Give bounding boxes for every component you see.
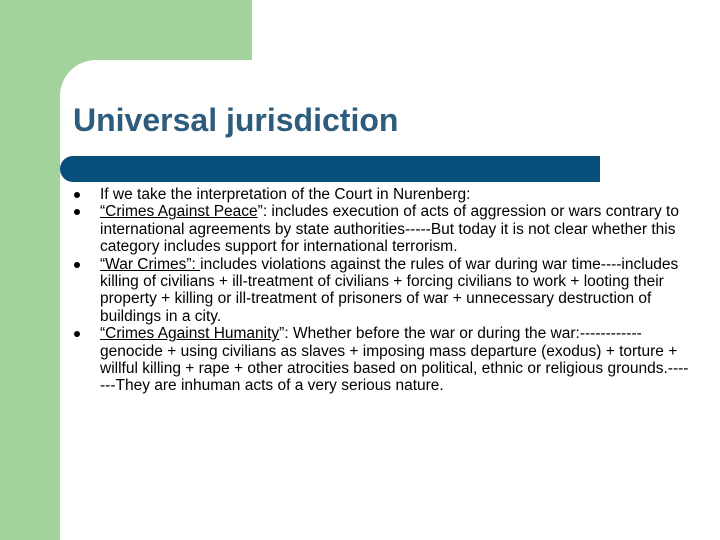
bullet-term: “Crimes Against Humanity bbox=[100, 325, 280, 343]
bullet-term: “Crimes Against Peace bbox=[100, 203, 258, 221]
bullet-dot-icon bbox=[74, 209, 80, 215]
bullet-dot-icon bbox=[74, 192, 80, 198]
slide-title: Universal jurisdiction bbox=[73, 102, 399, 138]
bullet-text: ”: Whether before the war or during the war:------------genocide + using civilians as slaves + imposing mass departure (exodus) + torture + willful killing + rape + other atrocities based on political, ethnic or religious grounds.-------They are inhuman acts of a very serious nature. bbox=[100, 325, 689, 395]
bullet-dot-icon bbox=[74, 331, 80, 337]
bullet-dot-icon bbox=[74, 262, 80, 268]
bullet-item-war-crimes bbox=[72, 256, 692, 326]
bullet-term: “War Crimes”: bbox=[100, 255, 201, 273]
bullet-item-crimes-against-humanity bbox=[72, 325, 692, 395]
bullet-item-crimes-against-peace bbox=[72, 203, 692, 255]
bullet-list bbox=[72, 186, 692, 395]
title-underline-bar bbox=[60, 156, 600, 182]
bullet-text: If we take the interpretation of the Court in Nurenberg: bbox=[100, 186, 471, 203]
bullet-text: ”: includes execution of acts of aggression or wars contrary to international agreements by state authorities-----But today it is not clear whether this category includes support for international terrorism. bbox=[100, 203, 679, 256]
decorative-left-strip bbox=[0, 0, 60, 540]
bullet-item-intro bbox=[72, 186, 692, 203]
bullet-text: includes violations against the rules of war during war time----includes killing of civilians + ill-treatment of civilians + forcing civilians to work + looting their property + killing or ill-treatment of prisoners of war + unnecessary destruction of buildings in a city. bbox=[100, 255, 679, 325]
